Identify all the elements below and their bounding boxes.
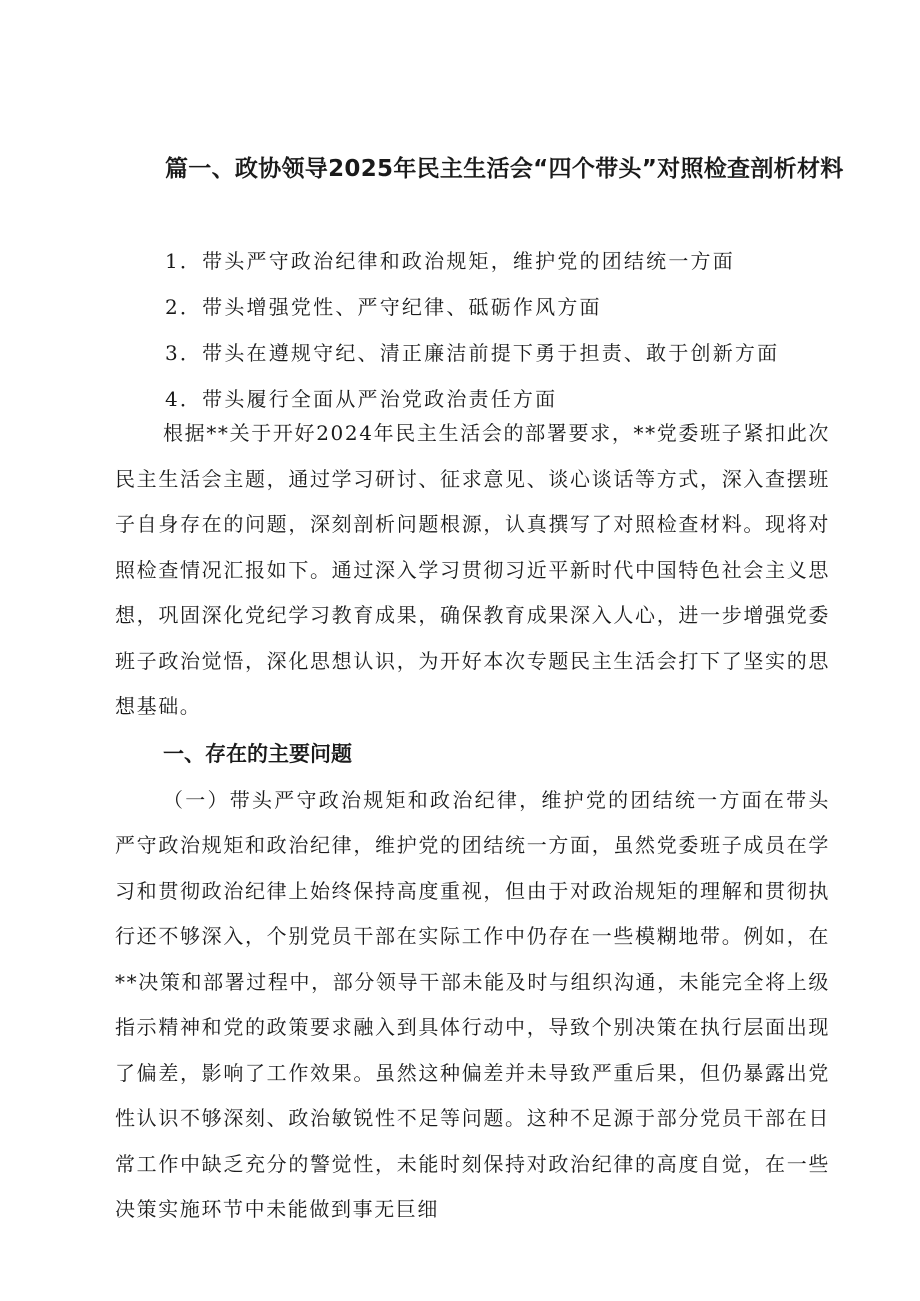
toc-item: 3．带头在遵规守纪、清正廉洁前提下勇于担责、敢于创新方面 [165, 341, 780, 365]
intro-paragraph: 根据**关于开好2024年民主生活会的部署要求，**党委班子紧扣此次民主生活会主题，通过学习研讨、征求意见、谈心谈话等方式，深入查摆班子自身存在的问题，深刻剖析问题根源，认真撰写了对照检查材料。现将对照检查情况汇报如下。通过深入学习贯彻习近平新时代中国特色社会主义思想，巩固深化党纪学习教育成果，确保教育成果深入人心，进一步增强党委班子政治觉悟，深化思想认识，为开好本次专题民主生活会打下了坚实的思想基础。 [115, 421, 830, 718]
toc-item: 4．带头履行全面从严治党政治责任方面 [165, 387, 558, 411]
document-title: 篇一、政协领导2025年民主生活会“四个带头”对照检查剖析材料 [165, 156, 844, 182]
toc-item: 1．带头严守政治纪律和政治规矩，维护党的团结统一方面 [165, 249, 735, 273]
section-heading: 一、存在的主要问题 [163, 741, 352, 766]
document-body [115, 411, 830, 1233]
toc-item: 2．带头增强党性、严守纪律、砥砺作风方面 [165, 295, 602, 319]
section-paragraph: （一）带头严守政治规矩和政治纪律，维护党的团结统一方面在带头严守政治规矩和政治纪律，维护党的团结统一方面，虽然党委班子成员在学习和贯彻政治纪律上始终保持高度重视，但由于对政治规矩的理解和贯彻执行还不够深入，个别党员干部在实际工作中仍存在一些模糊地带。例如，在**决策和部署过程中，部分领导干部未能及时与组织沟通，未能完全将上级指示精神和党的政策要求融入到具体行动中，导致个别决策在执行层面出现了偏差，影响了工作效果。虽然这种偏差并未导致严重后果，但仍暴露出党性认识不够深刻、政治敏锐性不足等问题。这种不足源于部分党员干部在日常工作中缺乏充分的警觉性，未能时刻保持对政治纪律的高度自觉，在一些决策实施环节中未能做到事无巨细 [115, 787, 830, 1221]
toc-list [165, 238, 865, 422]
